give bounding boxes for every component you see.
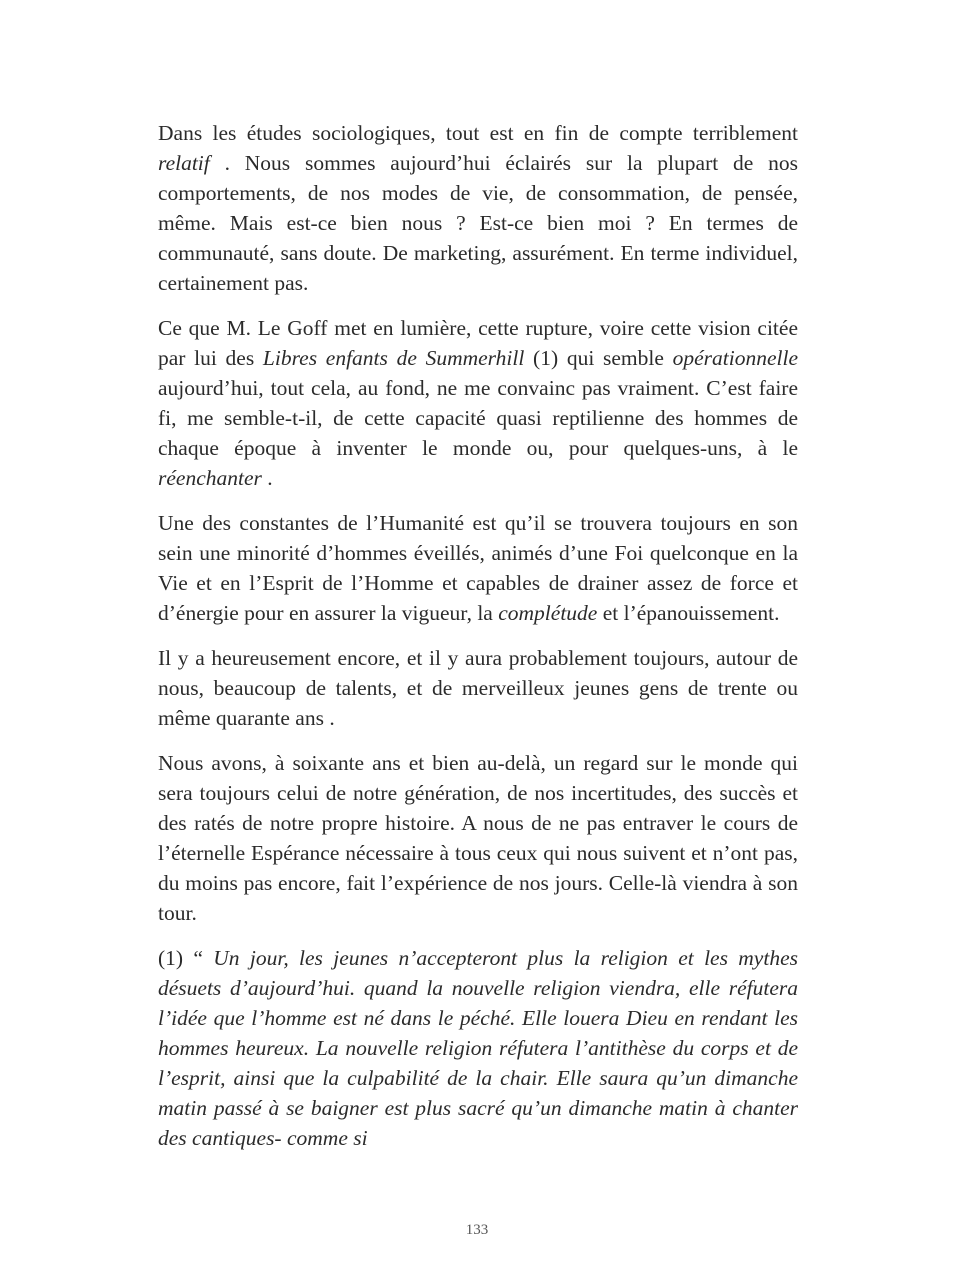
text-run: aujourd’hui, tout cela, au fond, ne me convainc pas vraiment. C’est faire fi, me semble-t-il, de cette capacité quasi reptilienne des hommes de chaque époque à inventer le monde ou, pour quelques-uns, à le — [158, 376, 798, 460]
italic-run: relatif — [158, 151, 210, 175]
italic-run: complétude — [498, 601, 598, 625]
paragraph-1 — [158, 118, 798, 298]
text-run: Dans les études sociologiques, tout est en fin de compte terriblement — [158, 121, 798, 145]
paragraph-5 — [158, 748, 798, 928]
italic-run: opérationnelle — [672, 346, 798, 370]
italic-run: Libres enfants de Summerhill — [262, 346, 525, 370]
footnote-quote: Un jour, les jeunes n’accepteront plus la religion et les mythes désuets d’aujourd’hui. quand la nouvelle religion viendra, elle réfutera l’idée que l’homme est né dans le péché. Elle louera Dieu en rendant les hommes heureux. La nouvelle religion réfutera l’antithèse du corps et de l’esprit, ainsi que la culpabilité de la chair. Elle saura qu’un dimanche matin passé à se baigner est plus sacré qu’un dimanche matin à chanter des cantiques- comme si — [158, 946, 798, 1150]
italic-run: réenchanter — [158, 466, 262, 490]
text-run: (1) qui semble — [524, 346, 673, 370]
footnote — [158, 943, 798, 1153]
text-run: Une des constantes de l’Humanité est qu’il se trouvera toujours en son sein une minorité d’hommes éveillés, animés d’une Foi quelconque en la Vie et en l’Esprit de l’Homme et capables de drainer assez de force et d’énergie pour en assurer la vigueur, la — [158, 511, 798, 625]
page-number: 133 — [465, 1222, 489, 1238]
text-run: et l’épanouissement. — [597, 601, 780, 625]
paragraph-3 — [158, 508, 798, 628]
text-run: . Nous sommes aujourd’hui éclairés sur la plupart de nos comportements, de nos modes de vie, de consommation, de pensée, même. Mais est-ce bien nous ? Est-ce bien moi ? En termes de communauté, sans doute. De marketing, assurément. En terme individuel, certainement pas. — [158, 151, 798, 295]
text-run: Nous avons, à soixante ans et bien au-delà, un regard sur le monde qui sera toujours celui de notre génération, de nos incertitudes, des succès et des ratés de notre propre histoire. A nous de ne pas entraver le cours de l’éternelle Espérance nécessaire à tous ceux qui nous suivent et n’ont pas, du moins pas encore, fait l’expérience de nos jours. Celle-là viendra à son tour. — [158, 751, 798, 925]
footnote-marker: (1) “ — [158, 946, 214, 970]
body-text — [158, 118, 798, 1168]
text-run: . — [261, 466, 273, 490]
paragraph-2 — [158, 313, 798, 493]
paragraph-4 — [158, 643, 798, 733]
text-run: Ce que M. Le Goff met en lumière, cette rupture, voire cette vision citée par lui des — [158, 316, 798, 370]
text-run: Il y a heureusement encore, et il y aura probablement toujours, autour de nous, beaucoup de talents, et de merveilleux jeunes gens de trente ou même quarante ans . — [158, 646, 798, 730]
